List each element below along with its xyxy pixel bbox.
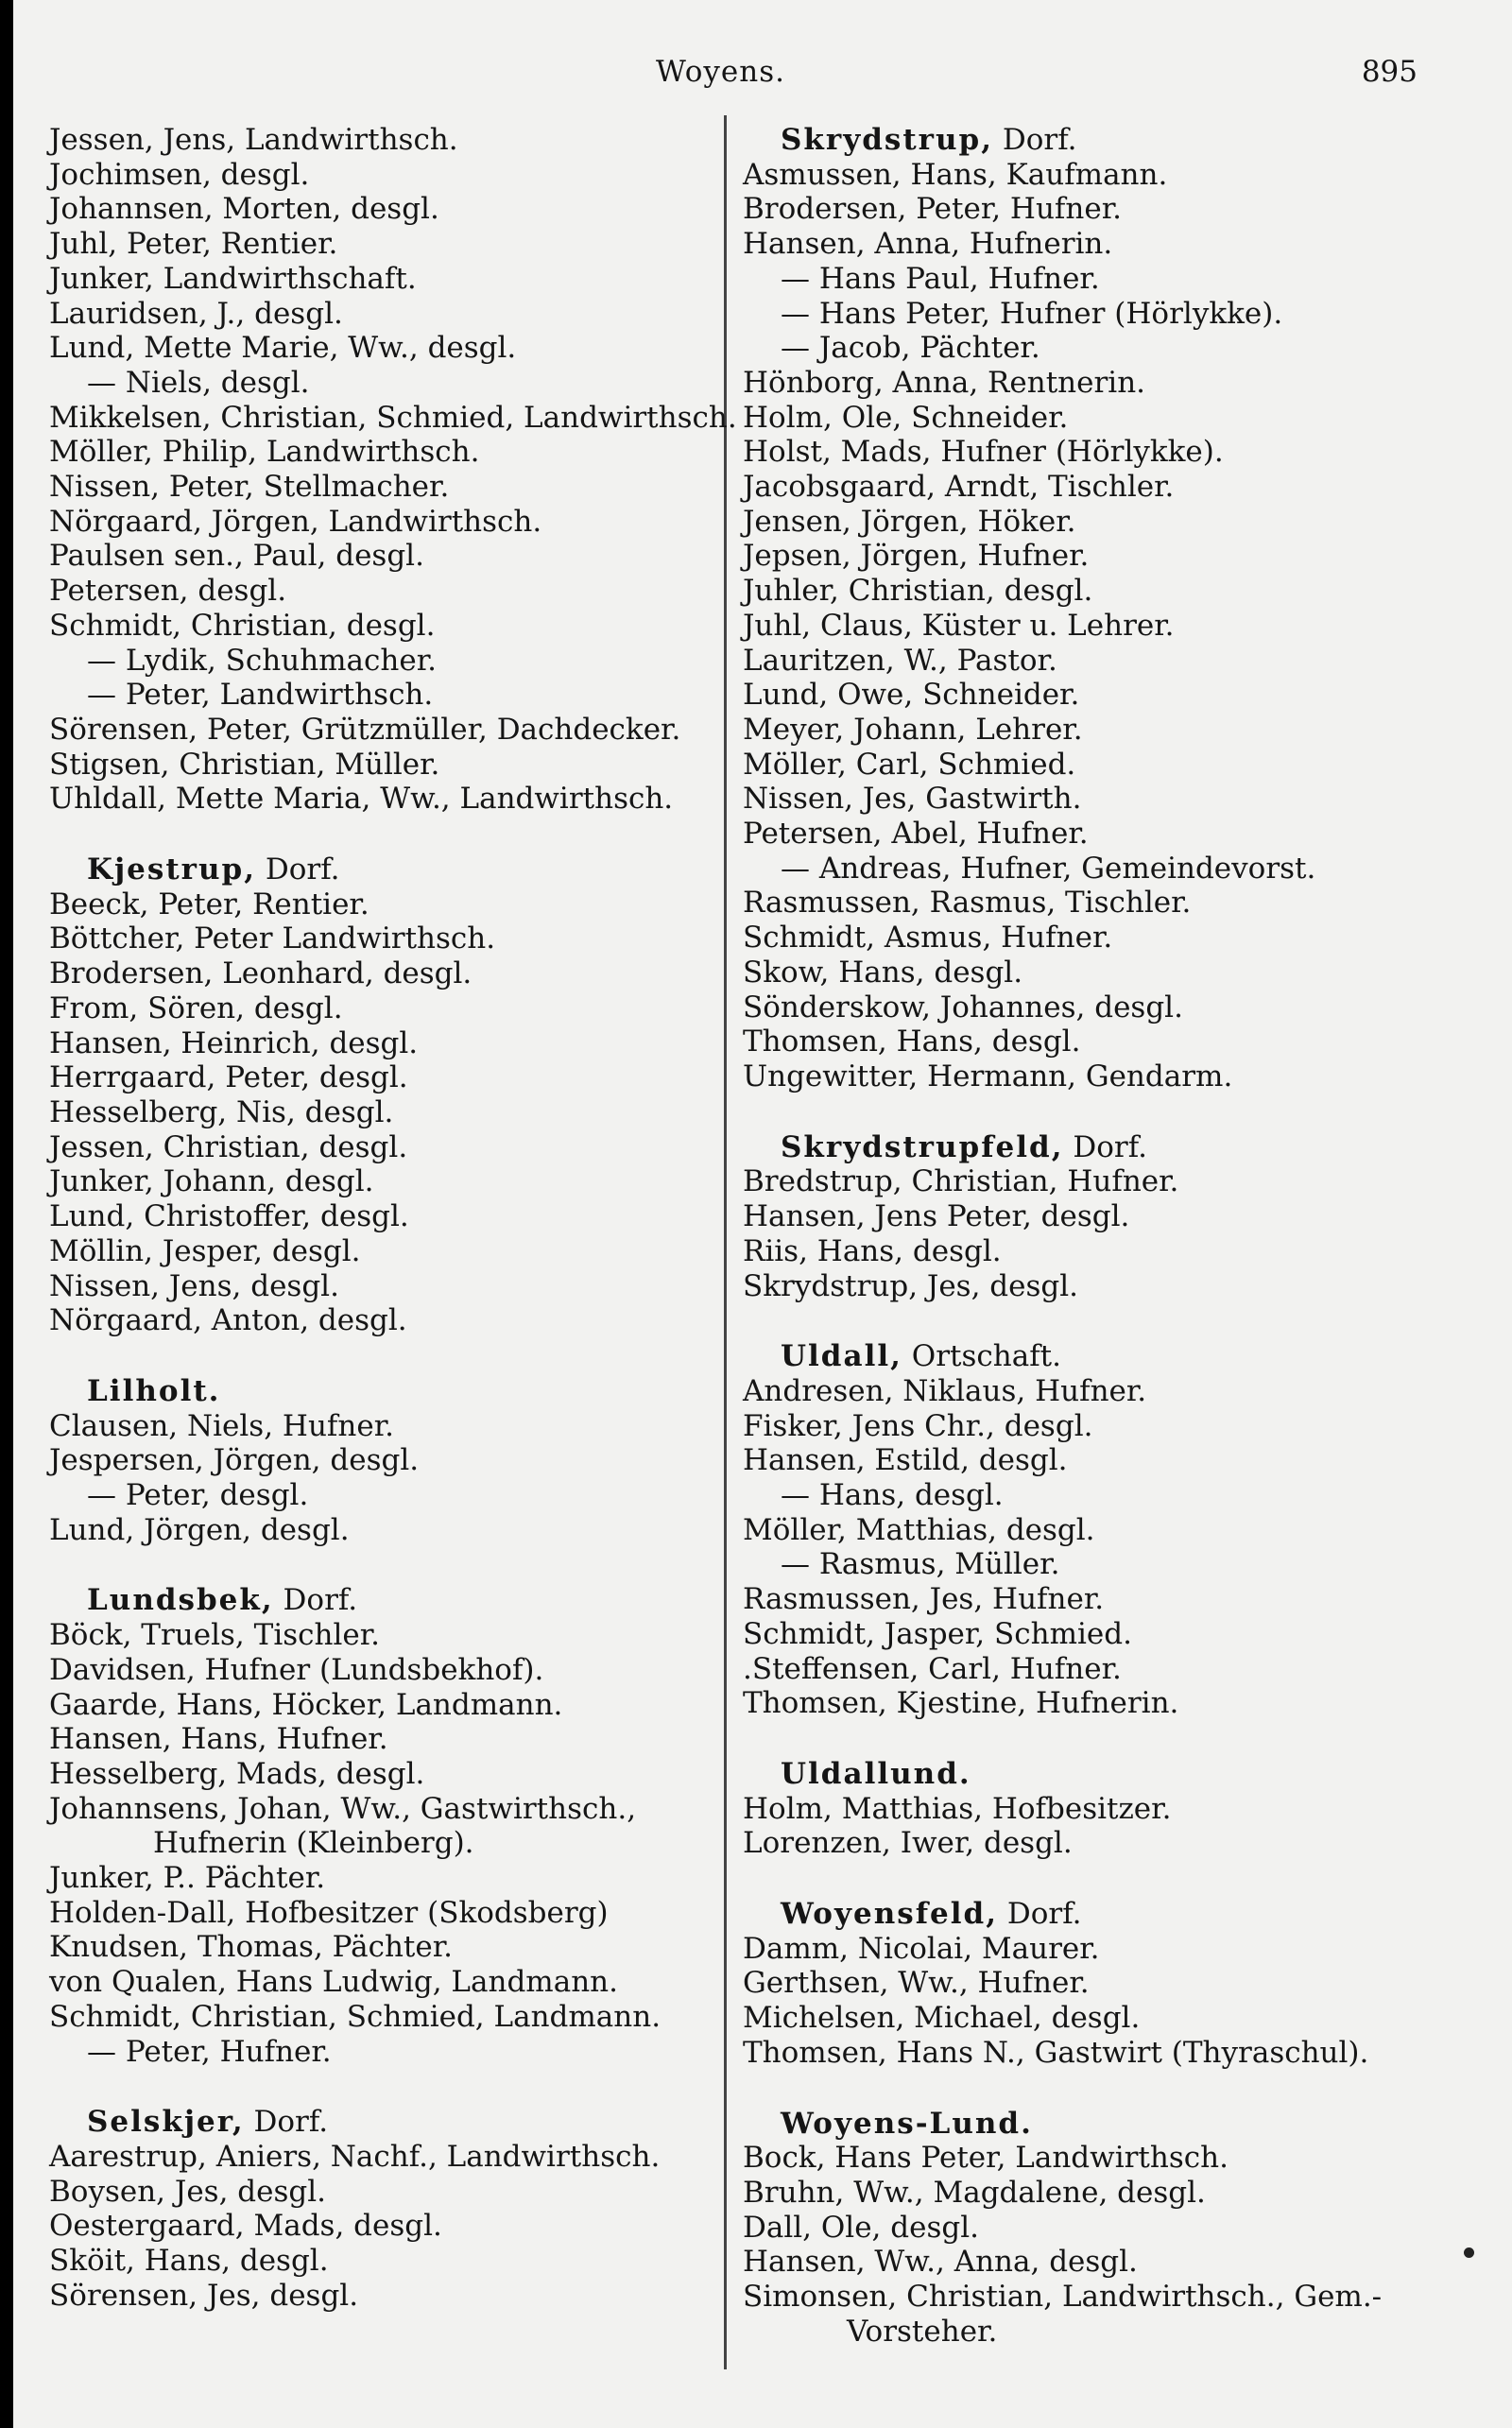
directory-entry: Ungewitter, Hermann, Gendarm.	[743, 1059, 1233, 1093]
directory-entry: Jepsen, Jörgen, Hufner.	[743, 539, 1090, 574]
directory-entry: — Niels, desgl.	[87, 365, 310, 400]
directory-entry: Skrydstrup, Jes, desgl.	[743, 1268, 1079, 1303]
directory-entry: Meyer, Johann, Lehrer.	[743, 712, 1083, 747]
place-type: Dorf.	[1002, 123, 1077, 157]
directory-entry: Gaarde, Hans, Höcker, Landmann.	[49, 1687, 563, 1722]
directory-entry: Sönderskow, Johannes, desgl.	[743, 990, 1183, 1025]
directory-entry: Lund, Jörgen, desgl.	[49, 1512, 350, 1547]
directory-entry: Davidsen, Hufner (Lundsbekhof).	[49, 1652, 544, 1687]
section-heading	[743, 1757, 1489, 1792]
directory-entry: Jochimsen, desgl.	[49, 157, 310, 192]
directory-entry: Hesselberg, Nis, desgl.	[49, 1094, 394, 1129]
directory-entry: — Hans, desgl.	[781, 1478, 1004, 1513]
place-type: Dorf.	[283, 1583, 358, 1618]
directory-entry: Paulsen sen., Paul, desgl.	[49, 539, 424, 574]
place-name: Lundsbek,	[87, 1583, 274, 1618]
section-heading	[49, 2105, 739, 2140]
directory-entry: Junker, P.. Pächter.	[49, 1861, 326, 1896]
directory-entry: Schmidt, Asmus, Hufner.	[743, 921, 1113, 956]
directory-entry: von Qualen, Hans Ludwig, Landmann.	[49, 1965, 618, 2000]
directory-entry: — Peter, desgl.	[87, 1478, 309, 1513]
directory-entry: Andresen, Niklaus, Hufner.	[743, 1373, 1147, 1408]
directory-entry: Michelsen, Michael, desgl.	[743, 2001, 1141, 2036]
directory-entry: Lund, Mette Marie, Ww., desgl.	[49, 331, 517, 366]
section-heading	[49, 852, 739, 887]
directory-entry: Hufnerin (Kleinberg).	[153, 1826, 474, 1861]
directory-entry: — Lydik, Schuhmacher.	[87, 643, 437, 678]
directory-entry: Bredstrup, Christian, Hufner.	[743, 1164, 1179, 1199]
directory-entry: Holm, Ole, Schneider.	[743, 400, 1069, 435]
section-heading	[743, 1339, 1489, 1374]
directory-entry: Sörensen, Jes, desgl.	[49, 2278, 359, 2313]
directory-entry: Sörensen, Peter, Grützmüller, Dachdecker.	[49, 712, 681, 747]
directory-entry: Stigsen, Christian, Müller.	[49, 747, 440, 782]
place-name: Skrydstrupfeld,	[781, 1129, 1064, 1164]
directory-entry: Möllin, Jesper, desgl.	[49, 1233, 361, 1268]
directory-entry: Hansen, Jens Peter, desgl.	[743, 1199, 1130, 1234]
directory-entry: Uhldall, Mette Maria, Ww., Landwirthsch.	[49, 782, 674, 817]
directory-entry: Damm, Nicolai, Maurer.	[743, 1931, 1100, 1966]
directory-entry: Hesselberg, Mads, desgl.	[49, 1756, 425, 1791]
directory-entry: Juhler, Christian, desgl.	[743, 574, 1093, 609]
directory-entry: Gerthsen, Ww., Hufner.	[743, 1966, 1090, 2001]
directory-entry: Aarestrup, Aniers, Nachf., Landwirthsch.	[49, 2139, 661, 2174]
section-heading	[49, 1374, 739, 1409]
place-type: Dorf.	[265, 852, 340, 887]
right-column	[743, 123, 1489, 2349]
directory-entry: Nissen, Jes, Gastwirth.	[743, 782, 1082, 817]
section-heading	[743, 1130, 1489, 1165]
directory-entry: Lund, Owe, Schneider.	[743, 678, 1080, 713]
directory-entry: Böck, Truels, Tischler.	[49, 1618, 380, 1653]
page-number: 895	[1361, 55, 1418, 89]
directory-entry: Petersen, desgl.	[49, 574, 287, 609]
directory-entry: Rasmussen, Jes, Hufner.	[743, 1582, 1105, 1617]
directory-entry: Fisker, Jens Chr., desgl.	[743, 1408, 1093, 1443]
directory-entry: Schmidt, Christian, desgl.	[49, 608, 436, 643]
directory-entry: Möller, Matthias, desgl.	[743, 1512, 1095, 1547]
directory-entry: Skow, Hans, desgl.	[743, 955, 1023, 990]
directory-entry: Jespersen, Jörgen, desgl.	[49, 1443, 420, 1478]
directory-entry: .Steffensen, Carl, Hufner.	[743, 1651, 1122, 1686]
directory-entry: Bock, Hans Peter, Landwirthsch.	[743, 2141, 1228, 2176]
directory-entry: Vorsteher.	[847, 2314, 998, 2349]
directory-entry: Nörgaard, Anton, desgl.	[49, 1303, 407, 1338]
place-type: Dorf.	[1006, 1897, 1082, 1932]
directory-entry: Holden-Dall, Hofbesitzer (Skodsberg)	[49, 1895, 609, 1930]
directory-entry: Oestergaard, Mads, desgl.	[49, 2209, 442, 2244]
directory-entry: Lauridsen, J., desgl.	[49, 296, 343, 331]
directory-entry: Schmidt, Christian, Schmied, Landmann.	[49, 1999, 662, 2034]
running-title: Woyens.	[656, 55, 786, 89]
place-type: Dorf.	[1073, 1129, 1147, 1164]
left-column	[49, 123, 739, 2313]
place-name: Uldallund.	[781, 1756, 971, 1791]
directory-entry: Johannsens, Johan, Ww., Gastwirthsch.,	[49, 1791, 637, 1826]
directory-entry: — Peter, Hufner.	[87, 2034, 332, 2069]
section-heading	[743, 1897, 1489, 1932]
directory-entry: Mikkelsen, Christian, Schmied, Landwirthsch.	[49, 400, 737, 435]
directory-entry: Möller, Philip, Landwirthsch.	[49, 435, 480, 470]
directory-entry: Jessen, Jens, Landwirthsch.	[49, 123, 458, 157]
directory-entry: Herrgaard, Peter, desgl.	[49, 1060, 408, 1095]
directory-entry: Jensen, Jörgen, Höker.	[743, 504, 1076, 539]
directory-entry: Asmussen, Hans, Kaufmann.	[743, 157, 1168, 192]
place-name: Uldall,	[781, 1339, 902, 1374]
directory-entry: Lorenzen, Iwer, desgl.	[743, 1826, 1073, 1861]
directory-entry: Juhl, Claus, Küster u. Lehrer.	[743, 608, 1175, 643]
page-header	[13, 55, 1512, 93]
directory-entry: Juhl, Peter, Rentier.	[49, 227, 338, 262]
place-name: Kjestrup,	[87, 852, 256, 887]
section-heading	[743, 2107, 1489, 2142]
directory-entry: Hansen, Heinrich, desgl.	[49, 1025, 419, 1060]
directory-entry: — Hans Peter, Hufner (Hörlykke).	[781, 296, 1283, 331]
directory-entry: Lund, Christoffer, desgl.	[49, 1199, 409, 1234]
directory-entry: Brodersen, Leonhard, desgl.	[49, 956, 472, 991]
directory-entry: — Rasmus, Müller.	[781, 1547, 1060, 1582]
document-page	[13, 0, 1512, 2428]
directory-entry: Brodersen, Peter, Hufner.	[743, 192, 1122, 227]
directory-entry: Thomsen, Hans, desgl.	[743, 1025, 1081, 1059]
directory-entry: — Andreas, Hufner, Gemeindevorst.	[781, 851, 1316, 886]
margin-dot	[1464, 2247, 1474, 2258]
directory-entry: Jacobsgaard, Arndt, Tischler.	[743, 470, 1175, 505]
directory-entry: Thomsen, Kjestine, Hufnerin.	[743, 1686, 1179, 1721]
directory-entry: Junker, Johann, desgl.	[49, 1164, 374, 1199]
directory-entry: Simonsen, Christian, Landwirthsch., Gem.-	[743, 2280, 1383, 2315]
directory-entry: Nissen, Peter, Stellmacher.	[49, 470, 450, 505]
directory-entry: Lauritzen, W., Pastor.	[743, 643, 1057, 678]
directory-entry: Dall, Ole, desgl.	[743, 2210, 979, 2245]
directory-entry: From, Sören, desgl.	[49, 990, 343, 1025]
directory-entry: Junker, Landwirthschaft.	[49, 261, 417, 296]
directory-entry: Hansen, Hans, Hufner.	[49, 1722, 388, 1757]
directory-entry: Holst, Mads, Hufner (Hörlykke).	[743, 435, 1224, 470]
directory-entry: Riis, Hans, desgl.	[743, 1233, 1002, 1268]
section-heading	[743, 123, 1489, 158]
directory-entry: — Hans Paul, Hufner.	[781, 261, 1100, 296]
place-name: Woyensfeld,	[781, 1897, 998, 1932]
directory-entry: Nörgaard, Jörgen, Landwirthsch.	[49, 504, 542, 539]
place-name: Selskjer,	[87, 2105, 245, 2140]
directory-entry: Knudsen, Thomas, Pächter.	[49, 1930, 454, 1965]
directory-entry: Clausen, Niels, Hufner.	[49, 1408, 394, 1443]
directory-entry: Nissen, Jens, desgl.	[49, 1268, 339, 1303]
directory-entry: Böttcher, Peter Landwirthsch.	[49, 921, 496, 956]
directory-entry: Hansen, Ww., Anna, desgl.	[743, 2245, 1138, 2280]
place-type: Ortschaft.	[911, 1339, 1061, 1374]
directory-entry: Möller, Carl, Schmied.	[743, 747, 1076, 782]
directory-entry: Beeck, Peter, Rentier.	[49, 887, 369, 921]
directory-entry: Schmidt, Jasper, Schmied.	[743, 1616, 1132, 1651]
directory-entry: Johannsen, Morten, desgl.	[49, 192, 439, 227]
place-type: Dorf.	[253, 2105, 329, 2140]
directory-entry: — Peter, Landwirthsch.	[87, 678, 434, 713]
directory-entry: Bruhn, Ww., Magdalene, desgl.	[743, 2175, 1206, 2210]
directory-entry: Sköit, Hans, desgl.	[49, 2244, 329, 2279]
directory-entry: Rasmussen, Rasmus, Tischler.	[743, 886, 1192, 921]
directory-entry: Boysen, Jes, desgl.	[49, 2174, 326, 2209]
directory-entry: — Jacob, Pächter.	[781, 331, 1040, 366]
directory-entry: Hansen, Estild, desgl.	[743, 1443, 1068, 1478]
directory-entry: Petersen, Abel, Hufner.	[743, 817, 1089, 852]
directory-entry: Jessen, Christian, desgl.	[49, 1129, 408, 1164]
directory-entry: Thomsen, Hans N., Gastwirt (Thyraschul).	[743, 2035, 1369, 2070]
place-name: Lilholt.	[87, 1373, 221, 1408]
place-name: Woyens-Lund.	[781, 2106, 1033, 2141]
section-heading	[49, 1583, 739, 1618]
directory-entry: Holm, Matthias, Hofbesitzer.	[743, 1791, 1172, 1826]
directory-entry: Hönborg, Anna, Rentnerin.	[743, 365, 1146, 400]
directory-entry: Hansen, Anna, Hufnerin.	[743, 227, 1113, 262]
place-name: Skrydstrup,	[781, 123, 993, 157]
